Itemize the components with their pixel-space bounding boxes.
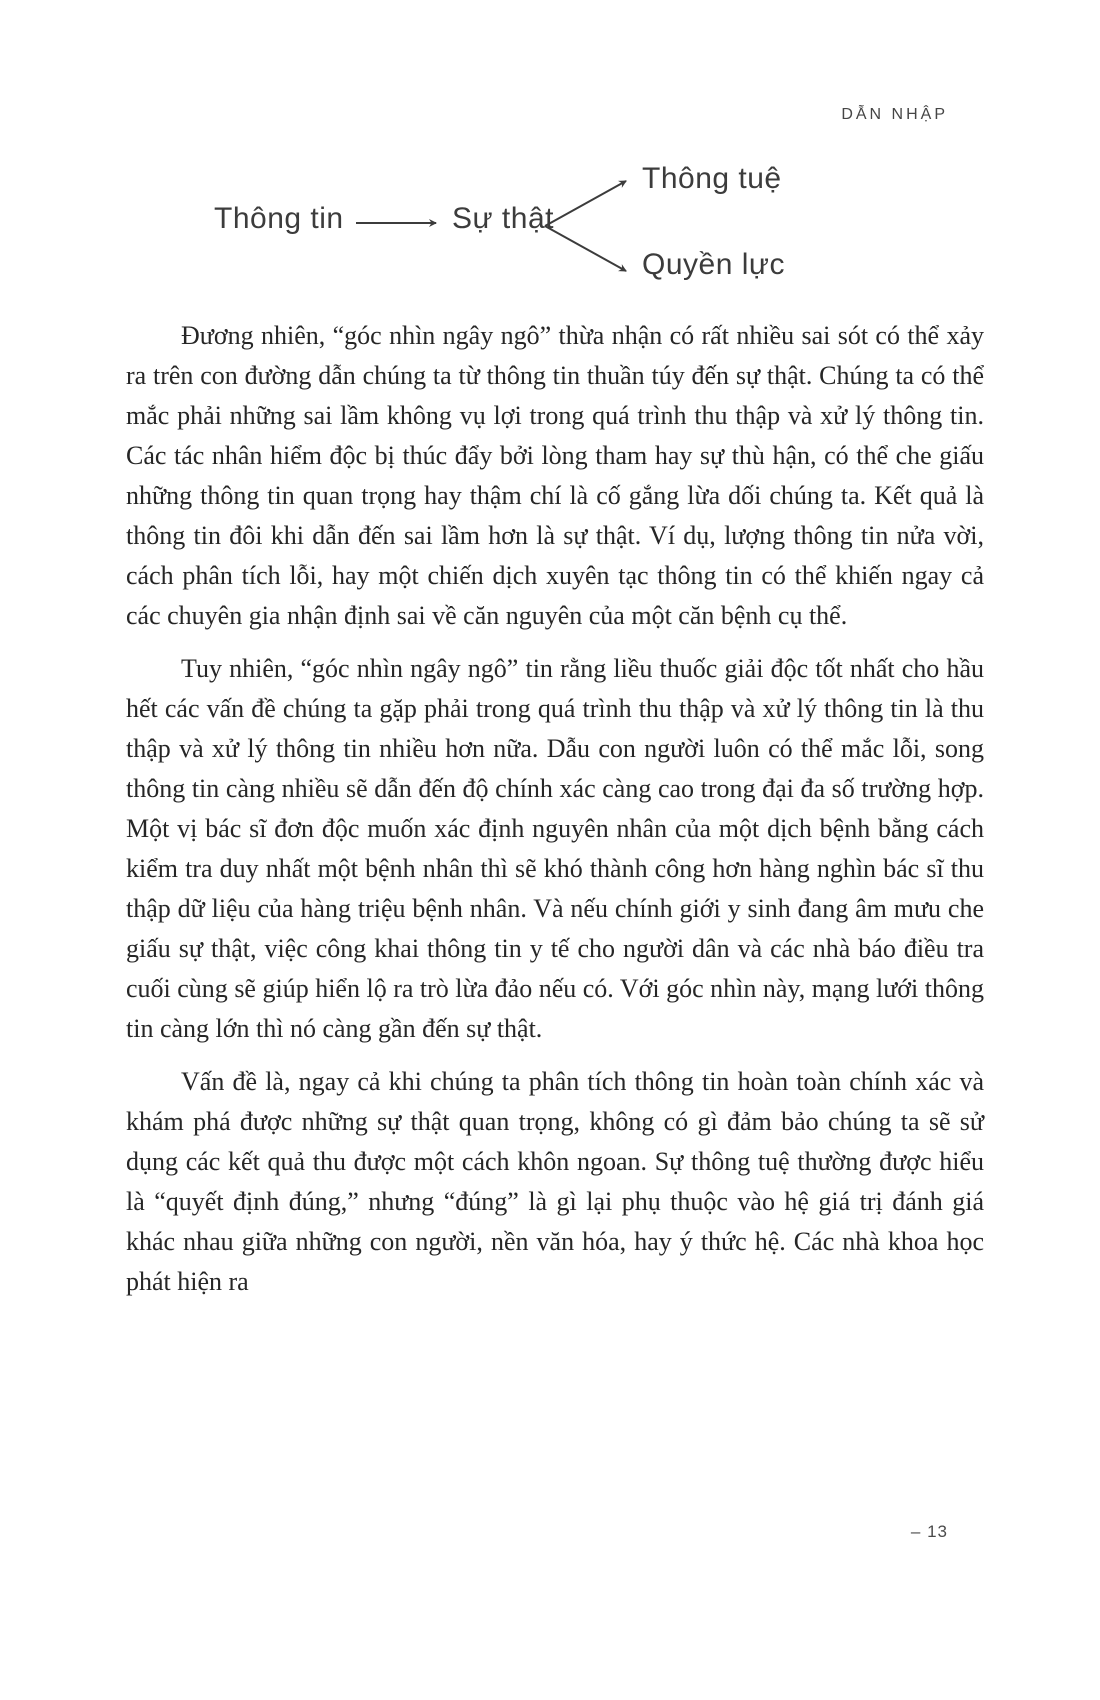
diagram-node-quyen-luc: Quyền lực (642, 248, 785, 281)
paragraph-1: Đương nhiên, “góc nhìn ngây ngô” thừa nhận có rất nhiều sai sót có thể xảy ra trên con đường dẫn chúng ta từ thông tin thuần túy đến sự thật. Chúng ta có thể mắc phải những sai lầm không vụ lợi trong quá trình thu thập và xử lý thông tin. Các tác nhân hiểm độc bị thúc đẩy bởi lòng tham hay sự thù hận, có thể che giấu những thông tin quan trọng hay thậm chí là cố gắng lừa dối chúng ta. Kết quả là thông tin đôi khi dẫn đến sai lầm hơn là sự thật. Ví dụ, lượng thông tin nửa vời, cách phân tích lỗi, hay một chiến dịch xuyên tạc thông tin có thể khiến ngay cả các chuyên gia nhận định sai về căn nguyên của một căn bệnh cụ thể. (126, 321, 984, 630)
diagram-node-thong-tin: Thông tin (214, 202, 344, 235)
paragraph-3: Vấn đề là, ngay cả khi chúng ta phân tích thông tin hoàn toàn chính xác và khám phá được những sự thật quan trọng, không có gì đảm bảo chúng ta sẽ sử dụng các kết quả thu được một cách khôn ngoan. Sự thông tuệ thường được hiểu là “quyết định đúng,” nhưng “đúng” là gì lại phụ thuộc vào hệ giá trị đánh giá khác nhau giữa những con người, nền văn hóa, hay ý thức hệ. Các nhà khoa học phát hiện ra (126, 1067, 984, 1296)
arrow-truth-to-power (545, 226, 626, 271)
body-text (126, 316, 984, 1315)
running-head: DẪN NHẬP (841, 106, 948, 123)
arrow-truth-to-wisdom (545, 181, 626, 226)
info-flow-diagram (0, 140, 1100, 320)
page-number: – 13 (910, 1522, 948, 1541)
diagram-node-thong-tue: Thông tuệ (642, 162, 782, 195)
paragraph-2: Tuy nhiên, “góc nhìn ngây ngô” tin rằng liều thuốc giải độc tốt nhất cho hầu hết các vấn đề chúng ta gặp phải trong quá trình thu thập và xử lý thông tin là thu thập và xử lý thông tin nhiều hơn nữa. Dẫu con người luôn có thể mắc lỗi, song thông tin càng nhiều sẽ dẫn đến độ chính xác càng cao trong đại đa số trường hợp. Một vị bác sĩ đơn độc muốn xác định nguyên nhân của một dịch bệnh bằng cách kiểm tra duy nhất một bệnh nhân thì sẽ khó thành công hơn hàng nghìn bác sĩ thu thập dữ liệu của hàng triệu bệnh nhân. Và nếu chính giới y sinh đang âm mưu che giấu sự thật, việc công khai thông tin y tế cho người dân và các nhà báo điều tra cuối cùng sẽ giúp hiển lộ ra trò lừa đảo nếu có. Với góc nhìn này, mạng lưới thông tin càng lớn thì nó càng gần đến sự thật. (126, 654, 984, 1043)
diagram-node-su-that: Sự thật (452, 202, 554, 235)
